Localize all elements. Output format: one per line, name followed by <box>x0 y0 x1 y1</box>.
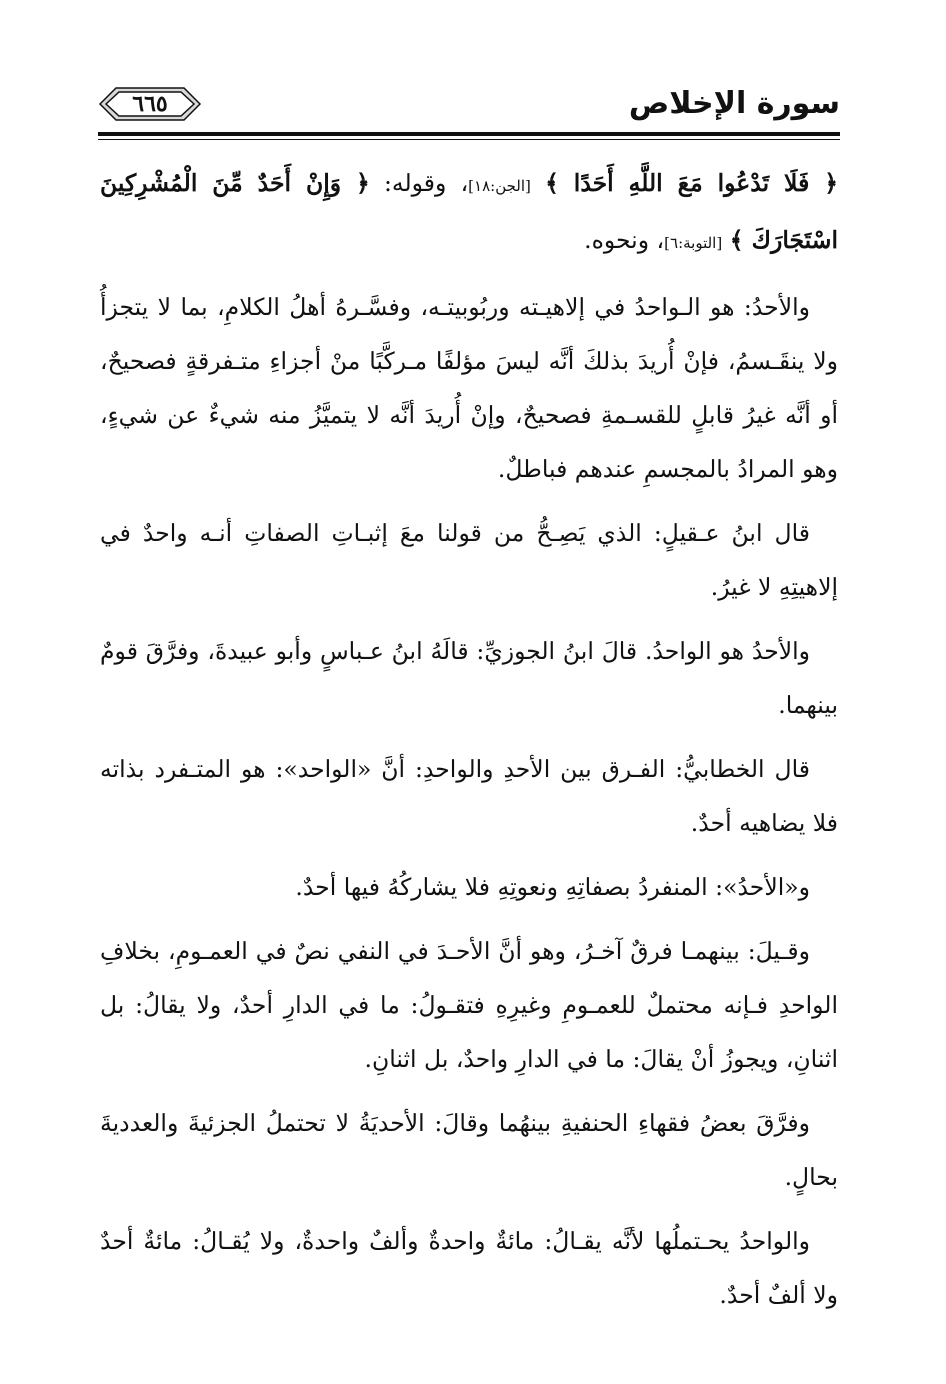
header-rule-thin <box>98 139 840 140</box>
surah-title: سورة الإخلاص <box>628 86 840 121</box>
paragraph-9: والواحدُ يحـتملُها لأنَّه يقـالُ: مائةٌ واحدةٌ وألفٌ واحدةٌ، ولا يُقـالُ: مائةٌ أحدٌ ولا ألفٌ أحدٌ. <box>100 1227 838 1309</box>
paragraph-2: والأحدُ: هو الـواحدُ في إلاهيـته وربُوبيتـه، وفسَّـرهُ أهلُ الكلامِ، بما لا يتجزأُ ولا ينقَـسمُ، فإنْ أُريدَ بذلكَ أنَّه ليسَ مؤلفًا مـركَّبًا منْ أجزاءِ متـفرقةٍ فصحيحٌ، أو أنَّه غيرُ قابلٍ للقسـمةِ فصحيحٌ، وإنْ أُريدَ أنَّه لا يتميَّزُ منه شيءٌ عن شيءٍ، وهو المرادُ بالمجسمِ عندهم فباطلٌ. <box>100 293 838 483</box>
paragraph-1 <box>100 156 838 270</box>
quran-verse-2: ﴿ وَإِنْ أَحَدٌ مِّنَ الْمُشْرِكِينَ اسْتَجَارَكَ ﴾ <box>100 169 838 254</box>
paragraph-6: و«الأحدُ»: المنفردُ بصفاتِهِ ونعوتِهِ فلا يشاركُهُ فيها أحدٌ. <box>295 873 810 901</box>
page-header <box>98 82 840 134</box>
page-number-badge <box>98 82 202 126</box>
verse-reference-2: [التوبة:٦] <box>664 234 723 252</box>
quran-verse-1: ﴿ فَلَا تَدْعُوا مَعَ اللَّهِ أَحَدًا ﴾ <box>545 169 838 197</box>
verse-reference-1: [الجن:١٨] <box>468 177 531 195</box>
paragraph-1-tail: ، ونحوه. <box>584 226 665 254</box>
paragraph-5: قال الخطابيُّ: الفـرق بين الأحدِ والواحدِ: أنَّ «الواحد»: هو المتـفرد بذاته فلا يضاهيه أحدٌ. <box>100 755 838 837</box>
paragraph-4: والأحدُ هو الواحدُ. قالَ ابنُ الجوزيِّ: قالَهُ ابنُ عـباسٍ وأبو عبيدةَ، وفرَّقَ قومٌ بينهما. <box>100 637 838 719</box>
page-number: ٦٦٥ <box>132 91 168 117</box>
paragraph-1-middle: ، وقوله: <box>383 169 469 197</box>
header-rule-thick <box>98 132 840 136</box>
page-content <box>100 156 838 1332</box>
paragraph-8: وفرَّقَ بعضُ فقهاءِ الحنفيةِ بينهُما وقالَ: الأحديَةُ لا تحتملُ الجزئيةَ والعدديةَ بحالٍ. <box>100 1109 838 1191</box>
paragraph-7: وقـيلَ: بينهمـا فرقٌ آخـرُ، وهو أنَّ الأحـدَ في النفي نصٌ في العمـومِ، بخلافِ الواحدِ فـإنه محتملٌ للعمـومِ وغيرِهِ فتقـولُ: ما في الدارِ أحدٌ، ولا يقالُ: بل اثنانِ، ويجوزُ أنْ يقالَ: ما في الدارِ واحدٌ، بل اثنانِ. <box>100 937 838 1073</box>
paragraph-3: قال ابنُ عـقيلٍ: الذي يَصِـحُّ من قولنا معَ إثبـاتِ الصفاتِ أنـه واحدٌ في إلاهيتِهِ لا غيرُ. <box>100 519 838 601</box>
